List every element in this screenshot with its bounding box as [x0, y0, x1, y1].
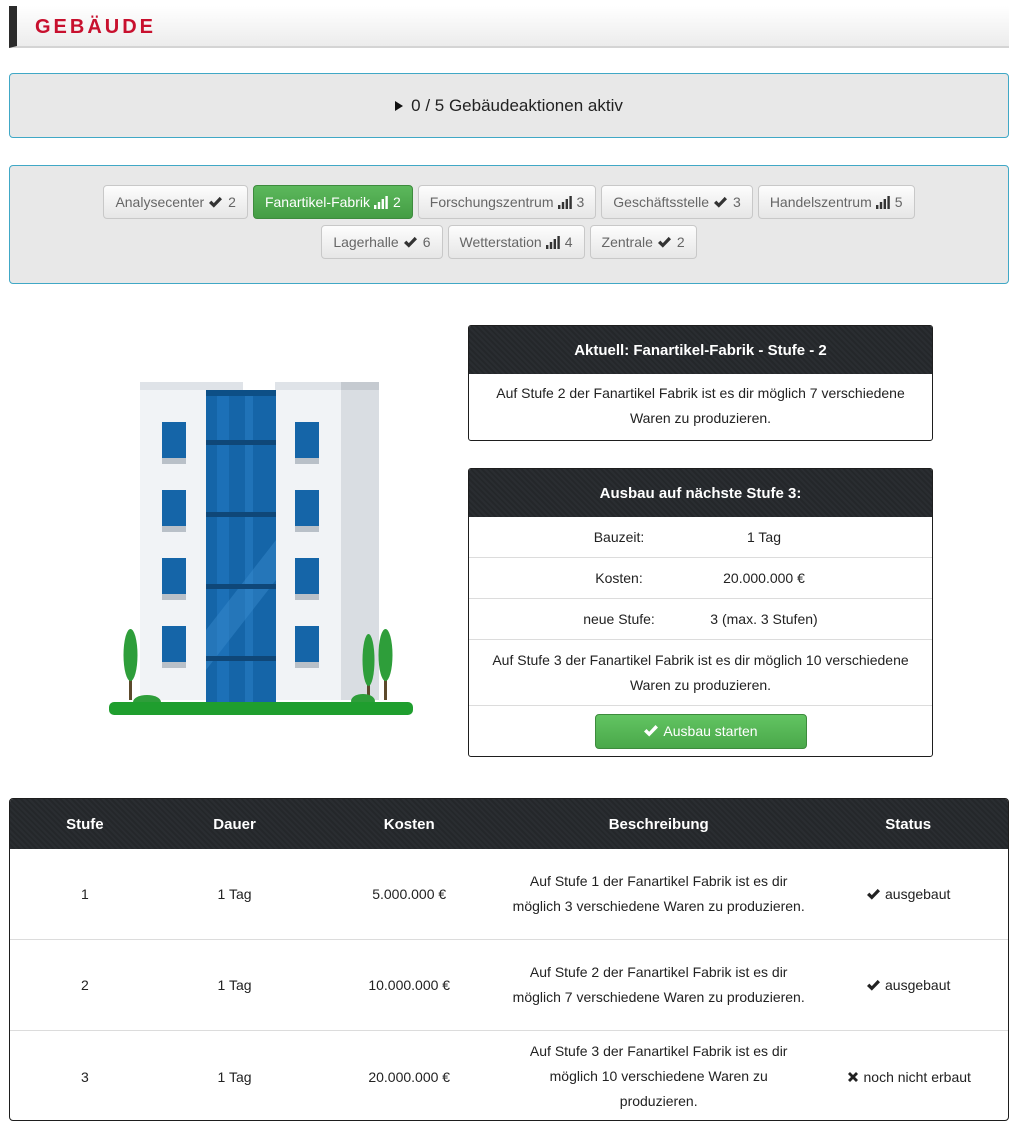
cell-status: [808, 1069, 1008, 1085]
tab-level: 2: [676, 234, 685, 250]
current-level-description: Auf Stufe 2 der Fanartikel Fabrik ist es dir möglich 7 verschiedene Waren zu produzieren.: [496, 385, 905, 426]
tab-label: Handelszentrum: [769, 194, 872, 210]
status-text: noch nicht erbaut: [863, 1068, 971, 1085]
tab-row: [10, 225, 1008, 259]
upgrade-value: 1 Tag: [747, 529, 781, 545]
tab-label: Analysecenter: [115, 194, 205, 210]
tab-label: Wetterstation: [459, 234, 542, 250]
cell-stufe: 1: [80, 886, 89, 902]
tab-level: 5: [894, 194, 903, 210]
status-text: ausgebaut: [885, 886, 951, 902]
tab-fanartikel-fabrik[interactable]: [253, 185, 413, 219]
check-icon: [713, 195, 728, 209]
col-dauer: Dauer: [213, 815, 256, 833]
upgrade-label: neue Stufe:: [583, 611, 655, 627]
tab-level: 6: [422, 234, 431, 250]
col-status: Status: [885, 815, 932, 833]
building-illustration: [105, 380, 417, 720]
check-icon: [403, 235, 418, 249]
check-icon: [657, 235, 672, 249]
tab-label: Zentrale: [601, 234, 653, 250]
table-row: [10, 1031, 1008, 1121]
cell-stufe: 2: [80, 977, 89, 993]
upgrade-label: Kosten:: [595, 570, 643, 586]
building-actions-toggle[interactable]: [9, 73, 1009, 138]
levels-table: [9, 798, 1009, 1121]
table-row: [10, 849, 1008, 940]
tab-analysecenter[interactable]: [103, 185, 248, 219]
tab-level: 3: [733, 194, 741, 210]
tab-level: 2: [392, 194, 401, 210]
upgrade-value: 20.000.000 €: [723, 570, 805, 586]
upgrade-value: 3 (max. 3 Stufen): [710, 611, 818, 627]
upgrade-title: Ausbau auf nächste Stufe 3:: [469, 469, 932, 517]
cell-dauer: 1 Tag: [217, 886, 252, 902]
col-stufe: Stufe: [66, 815, 104, 833]
upgrade-row-bauzeit: [469, 517, 932, 558]
status-text: ausgebaut: [885, 977, 951, 993]
tab-lagerhalle[interactable]: [321, 225, 442, 259]
tab-geschaeftsstelle[interactable]: [601, 185, 753, 219]
upgrade-panel: [468, 468, 933, 757]
tab-handelszentrum[interactable]: [758, 185, 915, 219]
cell-beschreibung: Auf Stufe 3 der Fanartikel Fabrik ist es dir möglich 10 verschiedene Waren zu produzieren.: [529, 1043, 788, 1109]
cell-dauer: 1 Tag: [217, 1068, 252, 1085]
tab-level: 2: [228, 194, 236, 210]
table-row: [10, 940, 1008, 1031]
upgrade-label: Bauzeit:: [593, 529, 645, 545]
triangle-right-icon: [395, 101, 403, 111]
signal-icon: [374, 195, 388, 209]
cell-beschreibung: Auf Stufe 2 der Fanartikel Fabrik ist es dir möglich 7 verschiedene Waren zu produzieren.: [512, 964, 805, 1005]
tab-label: Forschungszentrum: [429, 194, 554, 210]
cross-icon: [846, 1070, 860, 1084]
col-kosten: Kosten: [383, 815, 435, 833]
current-level-panel: [468, 325, 933, 441]
cell-kosten: 10.000.000 €: [368, 977, 451, 993]
upgrade-description: Auf Stufe 3 der Fanartikel Fabrik ist es dir möglich 10 verschiedene Waren zu produzieren.: [469, 640, 932, 706]
cell-kosten: 5.000.000 €: [372, 886, 447, 902]
cell-dauer: 1 Tag: [217, 977, 252, 993]
upgrade-button-wrap: [469, 706, 932, 756]
upgrade-row-neue-stufe: [469, 599, 932, 640]
start-upgrade-button[interactable]: [595, 714, 807, 749]
col-beschreibung: Beschreibung: [608, 815, 709, 833]
tab-row: [10, 185, 1008, 219]
tab-zentrale[interactable]: [590, 225, 697, 259]
tab-label: Geschäftsstelle: [613, 194, 710, 210]
check-icon: [208, 195, 223, 209]
table-header: [10, 799, 1008, 849]
building-tabs: [9, 165, 1009, 284]
check-icon: [866, 888, 881, 901]
cell-kosten: 20.000.000 €: [368, 1068, 451, 1085]
check-icon: [866, 979, 881, 992]
check-icon: [643, 724, 659, 738]
page-header: [9, 6, 1009, 48]
tab-level: 3: [576, 194, 585, 210]
signal-icon: [546, 235, 560, 249]
signal-icon: [876, 195, 890, 209]
cell-beschreibung: Auf Stufe 1 der Fanartikel Fabrik ist es dir möglich 3 verschiedene Waren zu produzieren.: [512, 873, 805, 914]
tab-wetterstation[interactable]: [448, 225, 585, 259]
signal-icon: [558, 195, 572, 209]
cell-stufe: 3: [80, 1068, 89, 1085]
tab-level: 4: [564, 234, 573, 250]
cell-status: [808, 977, 1008, 993]
page-title: GEBÄUDE: [35, 16, 157, 38]
cell-status: [808, 886, 1008, 902]
start-upgrade-label: Ausbau starten: [663, 723, 758, 739]
tab-forschungszentrum[interactable]: [418, 185, 597, 219]
tab-label: Lagerhalle: [333, 234, 399, 250]
tab-label: Fanartikel-Fabrik: [264, 194, 370, 210]
upgrade-row-kosten: [469, 558, 932, 599]
building-actions-label: 0 / 5 Gebäudeaktionen aktiv: [411, 95, 623, 115]
current-level-title: Aktuell: Fanartikel-Fabrik - Stufe - 2: [469, 326, 932, 374]
